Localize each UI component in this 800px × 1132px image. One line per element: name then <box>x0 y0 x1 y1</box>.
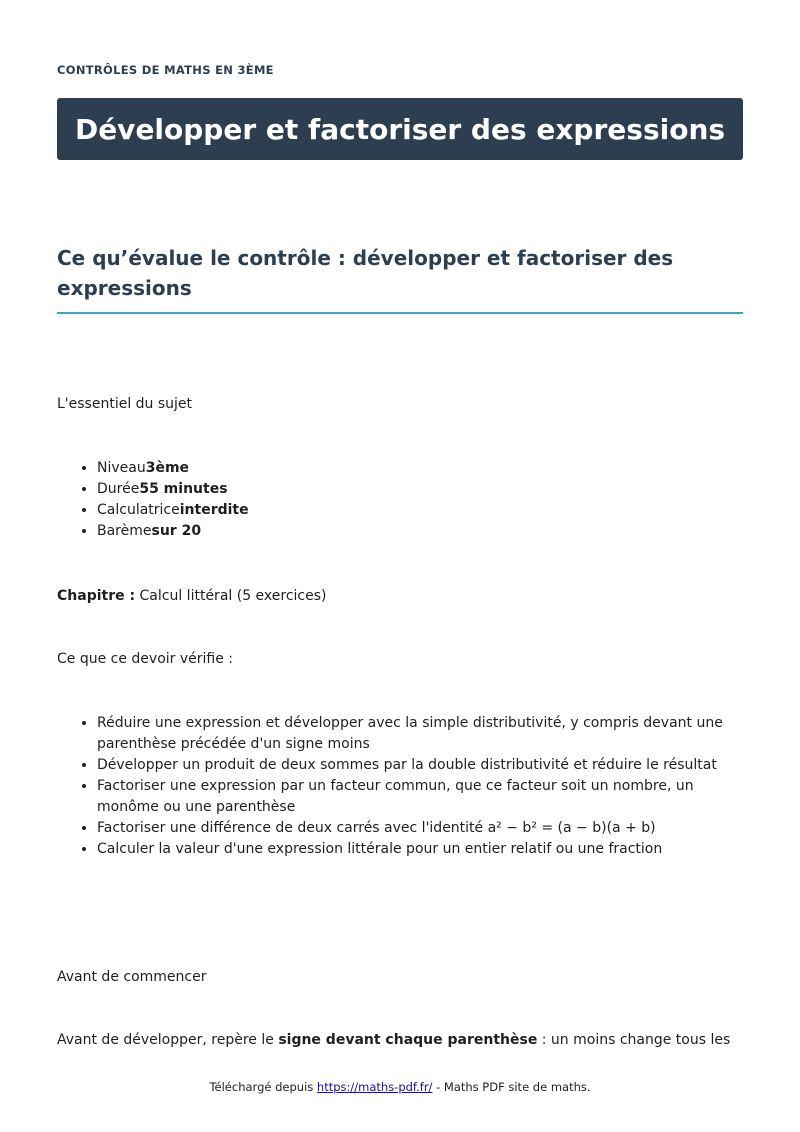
footer <box>0 1080 800 1094</box>
chapter-line <box>57 586 743 607</box>
essentials-item-grading <box>97 521 743 542</box>
before-text <box>57 1030 743 1051</box>
essentials-label: L'essentiel du sujet <box>57 396 193 412</box>
checks-item: • Factoriser une différence de deux carrés avec l'identité a² − b² = (a − b)(a + b) <box>97 818 743 839</box>
essentials-list <box>57 458 743 542</box>
before-text-bold: signe devant chaque parenthèse <box>278 1032 538 1048</box>
title-banner <box>57 98 743 160</box>
footer-link[interactable]: https://maths-pdf.fr/ <box>316 1080 433 1094</box>
footer-suffix: - Maths PDF site de maths. <box>432 1080 591 1094</box>
chapter-value: Calcul littéral (5 exercices) <box>139 588 327 604</box>
essentials-item-calculator <box>97 500 743 521</box>
essentials-item-level <box>97 458 743 479</box>
essentials-key: Calculatrice <box>97 502 180 518</box>
essentials-value: sur 20 <box>151 523 202 539</box>
checks-item: • Réduire une expression et développer avec la simple distributivité, y compris devant une parenthèse précédée d'un signe moins <box>97 713 743 755</box>
chapter-label: Chapitre : <box>57 588 136 604</box>
section-heading: Ce qu’évalue le contrôle : développer et factoriser des expressions <box>57 243 743 314</box>
checks-label: Ce que ce devoir vérifie : <box>57 651 234 667</box>
essentials-key: Barème <box>97 523 152 539</box>
page-title: Développer et factoriser des expressions <box>74 112 726 146</box>
essentials-key: Niveau <box>97 460 146 476</box>
essentials-value: 3ème <box>145 460 190 476</box>
before-label: Avant de commencer <box>57 969 207 985</box>
before-text-end: : un moins change tous les <box>537 1032 731 1048</box>
checks-item: • Développer un produit de deux sommes par la double distributivité et réduire le résultat <box>97 755 743 776</box>
series-kicker: CONTRÔLES DE MATHS EN 3ÈME <box>57 63 274 77</box>
before-text-start: Avant de développer, repère le <box>57 1032 279 1048</box>
essentials-key: Durée <box>97 481 140 497</box>
checks-item: • Calculer la valeur d'une expression littérale pour un entier relatif ou une fraction <box>97 839 743 860</box>
checks-list <box>57 713 743 860</box>
checks-item: • Factoriser une expression par un facteur commun, que ce facteur soit un nombre, un monôme ou une parenthèse <box>97 776 743 818</box>
footer-prefix: Téléchargé depuis <box>209 1080 317 1094</box>
essentials-value: interdite <box>179 502 249 518</box>
essentials-item-duration <box>97 479 743 500</box>
essentials-value: 55 minutes <box>139 481 228 497</box>
